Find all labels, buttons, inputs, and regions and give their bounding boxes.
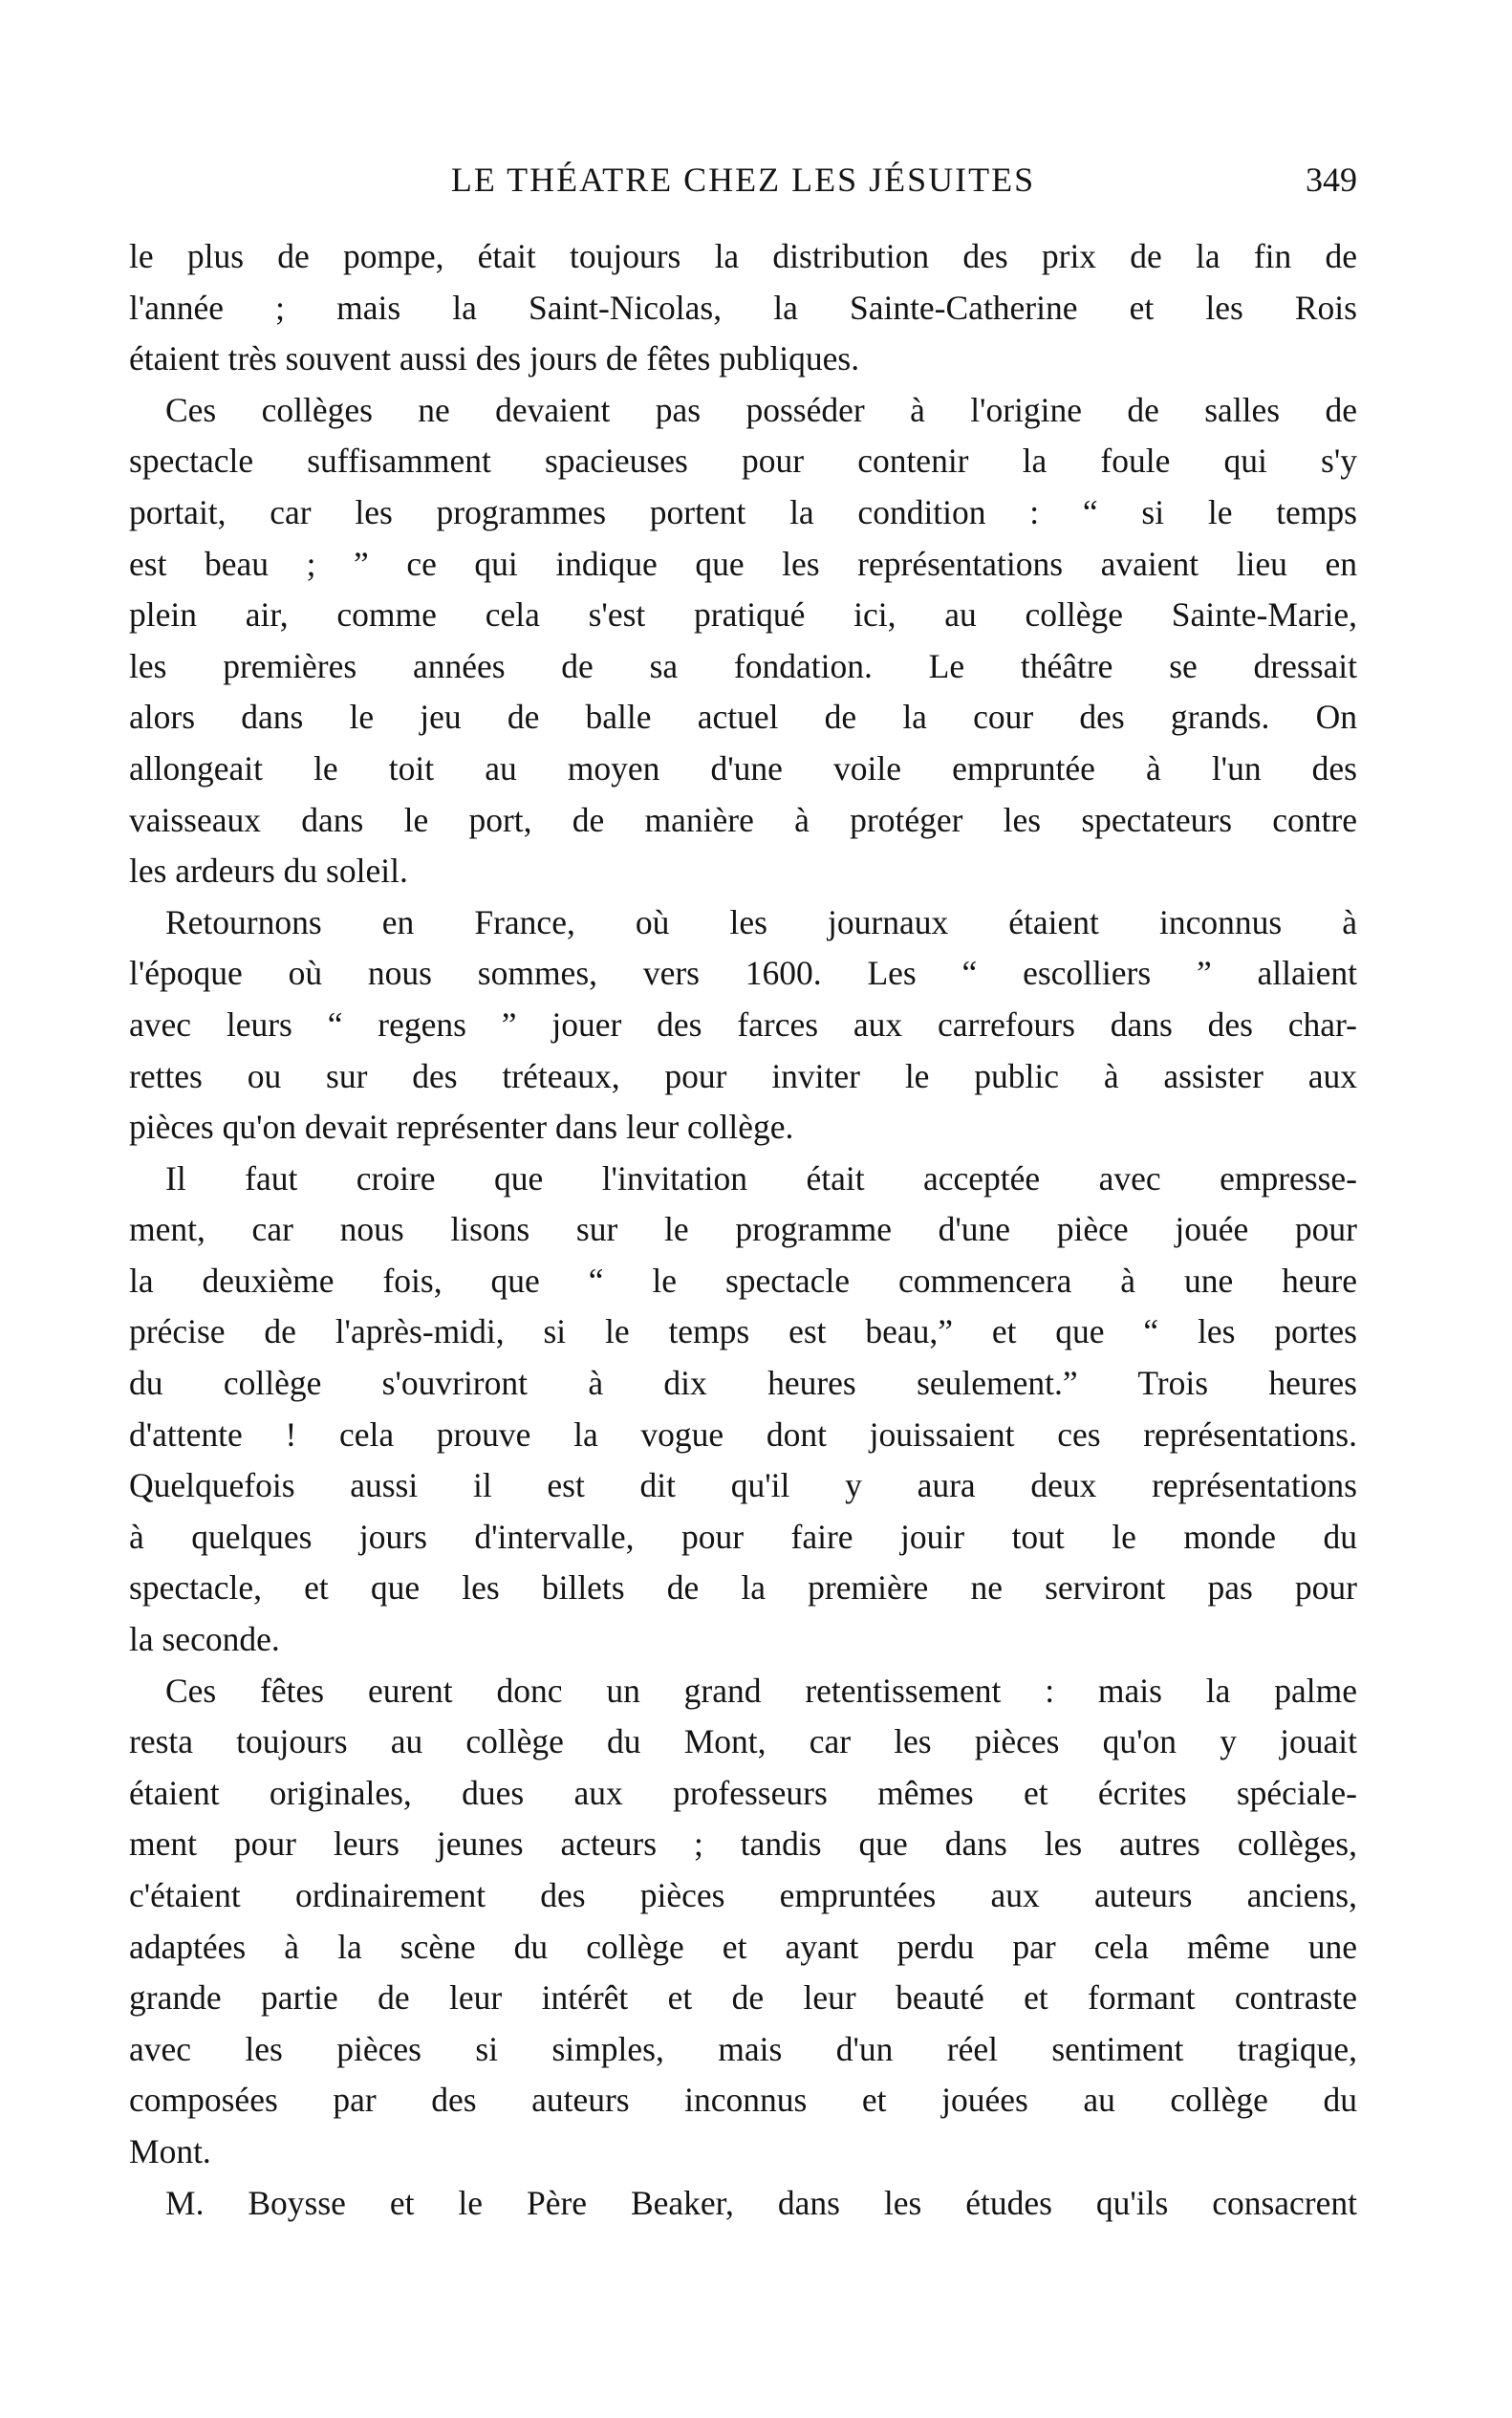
text-line: avec leurs “ regens ” jouer des farces aux carrefours dans des char- xyxy=(129,1004,1357,1044)
page-number: 349 xyxy=(1306,161,1357,199)
text-line: grande partie de leur intérêt et de leur beauté et formant contraste xyxy=(129,1978,1357,2018)
text-line: d'attente ! cela prouve la vogue dont jouissaient ces représentations. xyxy=(129,1414,1357,1454)
text-line: adaptées à la scène du collège et ayant perdu par cela même une xyxy=(129,1927,1357,1966)
text-line: Ces collèges ne devaient pas posséder à l'origine de salles de xyxy=(165,390,1357,429)
running-header xyxy=(129,151,1357,208)
text-line: ment pour leurs jeunes acteurs ; tandis que dans les autres collèges, xyxy=(129,1824,1357,1864)
running-title: LE THÉATRE CHEZ LES JÉSUITES xyxy=(450,161,1036,199)
text-line: les premières années de sa fondation. Le théâtre se dressait xyxy=(129,646,1357,685)
text-line: composées par des auteurs inconnus et jouées au collège du xyxy=(129,2081,1357,2120)
text-line: vaisseaux dans le port, de manière à protéger les spectateurs contre xyxy=(129,800,1357,839)
text-line: à quelques jours d'intervalle, pour faire jouir tout le monde du xyxy=(129,1517,1357,1556)
text-line: Quelquefois aussi il est dit qu'il y aura deux représentations xyxy=(129,1466,1357,1505)
text-line: Mont. xyxy=(129,2131,211,2170)
text-line: l'année ; mais la Saint-Nicolas, la Sainte-Catherine et les Rois xyxy=(129,288,1357,327)
text-line: étaient très souvent aussi des jours de fêtes publiques. xyxy=(129,339,860,378)
text-line: ment, car nous lisons sur le programme d'une pièce jouée pour xyxy=(129,1210,1357,1249)
text-line: pièces qu'on devait représenter dans leur collège. xyxy=(129,1108,794,1147)
text-line: rettes ou sur des tréteaux, pour inviter le public à assister aux xyxy=(129,1056,1357,1095)
text-line: c'étaient ordinairement des pièces empruntées aux auteurs anciens, xyxy=(129,1876,1357,1914)
text-line: spectacle, et que les billets de la première ne serviront pas pour xyxy=(129,1568,1357,1608)
text-line: spectacle suffisamment spacieuses pour contenir la foule qui s'y xyxy=(129,442,1357,481)
body-text xyxy=(129,231,1357,2229)
text-line: Ces fêtes eurent donc un grand retentissement : mais la palme xyxy=(165,1671,1357,1710)
text-line: portait, car les programmes portent la condition : “ si le temps xyxy=(129,492,1357,531)
text-line: étaient originales, dues aux professeurs mêmes et écrites spéciale- xyxy=(129,1773,1357,1812)
text-line: M. Boysse et le Père Beaker, dans les études qu'ils consacrent xyxy=(165,2183,1357,2222)
text-line: est beau ; ” ce qui indique que les représentations avaient lieu en xyxy=(129,544,1357,583)
text-line: Retournons en France, où les journaux étaient inconnus à xyxy=(165,902,1357,941)
text-line: la deuxième fois, que “ le spectacle commencera à une heure xyxy=(129,1261,1357,1300)
text-line: les ardeurs du soleil. xyxy=(129,852,408,891)
text-line: précise de l'après-midi, si le temps est beau,” et que “ les portes xyxy=(129,1312,1357,1351)
text-line: avec les pièces si simples, mais d'un réel sentiment tragique, xyxy=(129,2029,1357,2068)
text-line: du collège s'ouvriront à dix heures seulement.” Trois heures xyxy=(129,1364,1357,1403)
text-line: l'époque où nous sommes, vers 1600. Les “ escolliers ” allaient xyxy=(129,954,1357,993)
text-line: le plus de pompe, était toujours la distribution des prix de la fin de xyxy=(129,237,1357,275)
text-line: resta toujours au collège du Mont, car les pièces qu'on y jouait xyxy=(129,1722,1357,1761)
text-line: plein air, comme cela s'est pratiqué ici, au collège Sainte-Marie, xyxy=(129,595,1357,635)
text-line: alors dans le jeu de balle actuel de la cour des grands. On xyxy=(129,698,1357,737)
text-line: allongeait le toit au moyen d'une voile empruntée à l'un des xyxy=(129,748,1357,788)
text-line: la seconde. xyxy=(129,1620,280,1659)
text-line: Il faut croire que l'invitation était acceptée avec empresse- xyxy=(165,1158,1357,1198)
